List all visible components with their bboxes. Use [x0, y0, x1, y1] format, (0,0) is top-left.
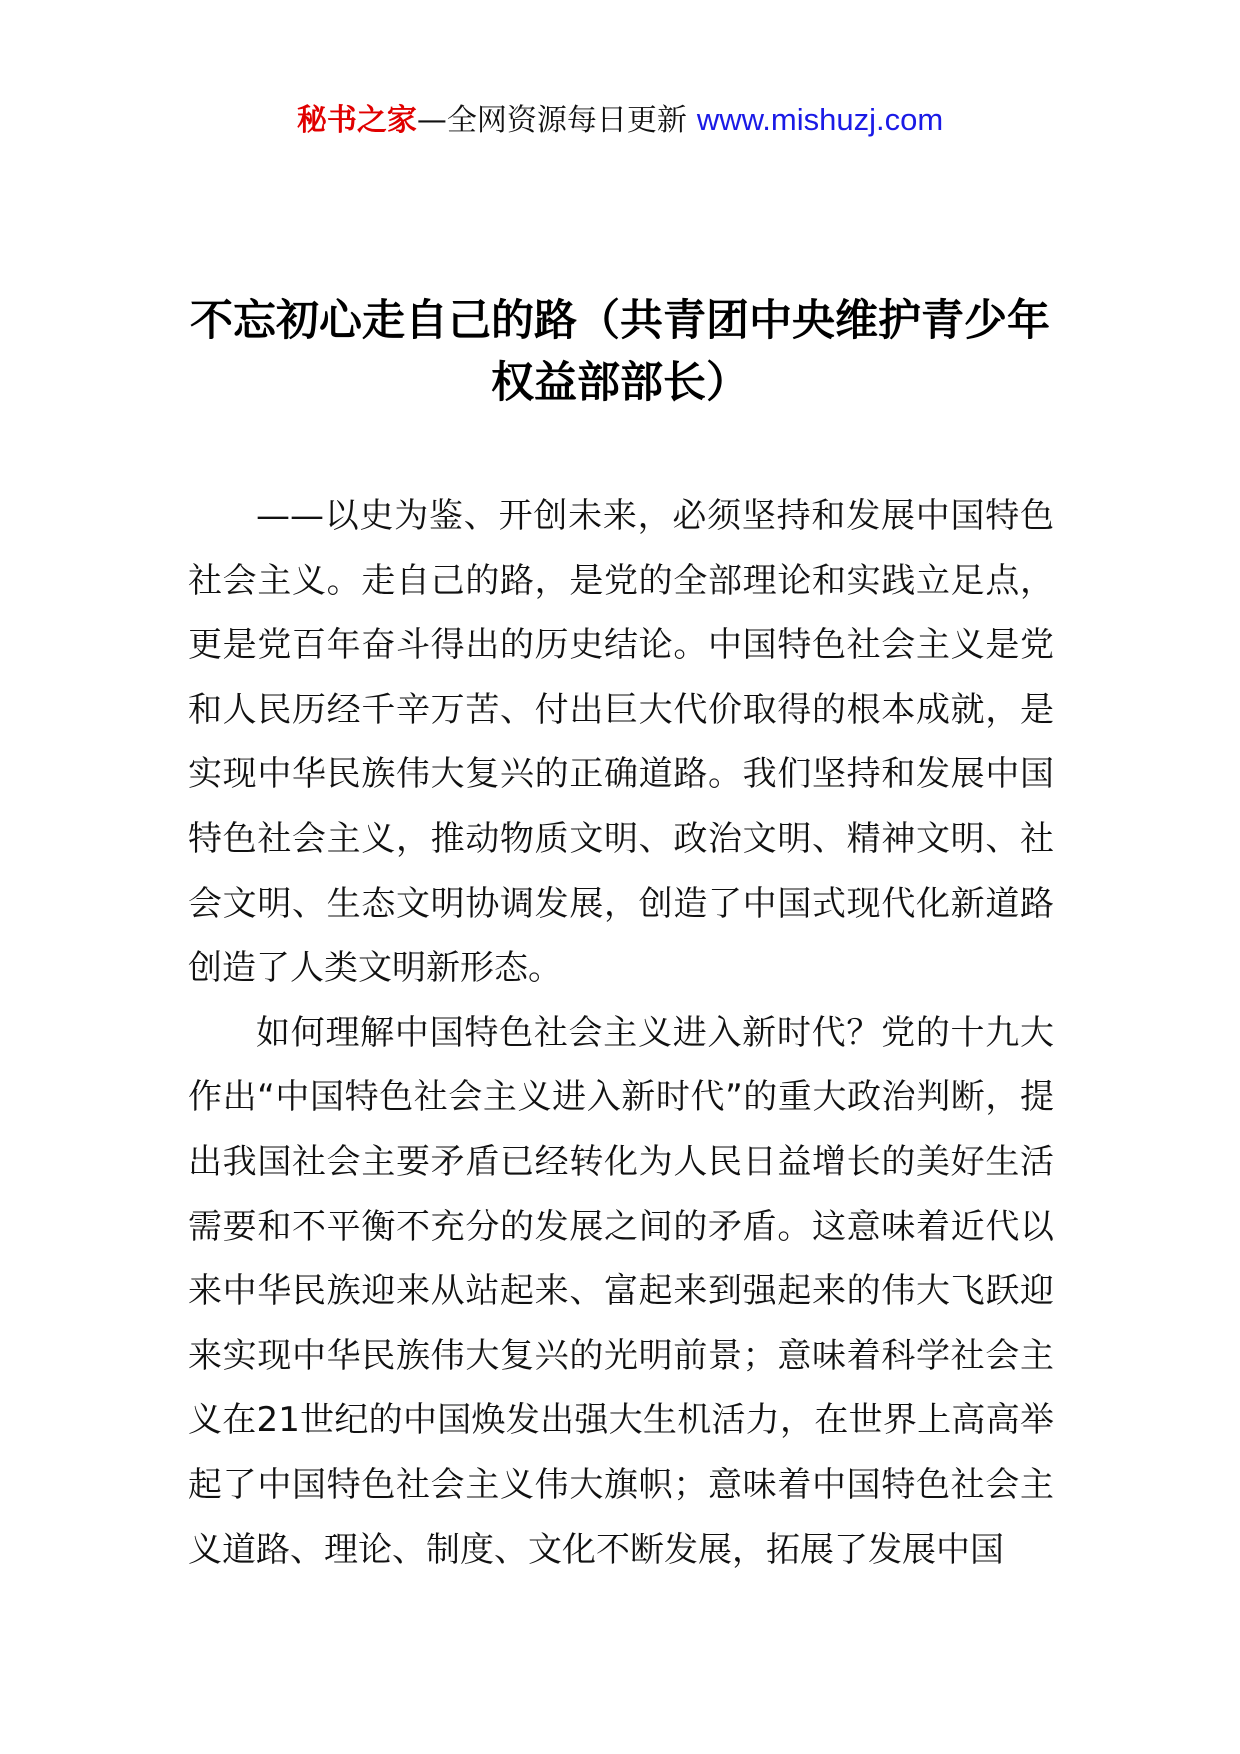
site-header — [0, 100, 1240, 141]
paragraph: ——以史为鉴、开创未来，必须坚持和发展中国特色社会主义。走自己的路，是党的全部理论和实践立足点，更是党百年奋斗得出的历史结论。中国特色社会主义是党和人民历经千辛万苦、付出巨大代价取得的根本成就，是实现中华民族伟大复兴的正确道路。我们坚持和发展中国特色社会主义，推动物质文明、政治文明、精神文明、社会文明、生态文明协调发展，创造了中国式现代化新道路创造了人类文明新形态。 — [188, 496, 1054, 989]
paragraph: 如何理解中国特色社会主义进入新时代？党的十九大作出“中国特色社会主义进入新时代”的重大政治判断，提出我国社会主要矛盾已经转化为人民日益增长的美好生活需要和不平衡不充分的发展之间的矛盾。这意味着近代以来中华民族迎来从站起来、富起来到强起来的伟大飞跃迎来实现中华民族伟大复兴的光明前景；意味着科学社会主义在21世纪的中国焕发出强大生机活力，在世界上高高举起了中国特色社会主义伟大旗帜；意味着中国特色社会主义道路、理论、制度、文化不断发展，拓展了发展中国 — [188, 1012, 1054, 1570]
site-url-link[interactable]: www.mishuzj.com — [696, 102, 944, 137]
header-tagline: —全网资源每日更新 — [416, 103, 687, 138]
document-title: 不忘初心走自己的路（共青团中央维护青少年权益部部长） — [190, 296, 1050, 408]
document-body — [188, 484, 1054, 1582]
brand-name: 秘书之家 — [296, 103, 417, 138]
